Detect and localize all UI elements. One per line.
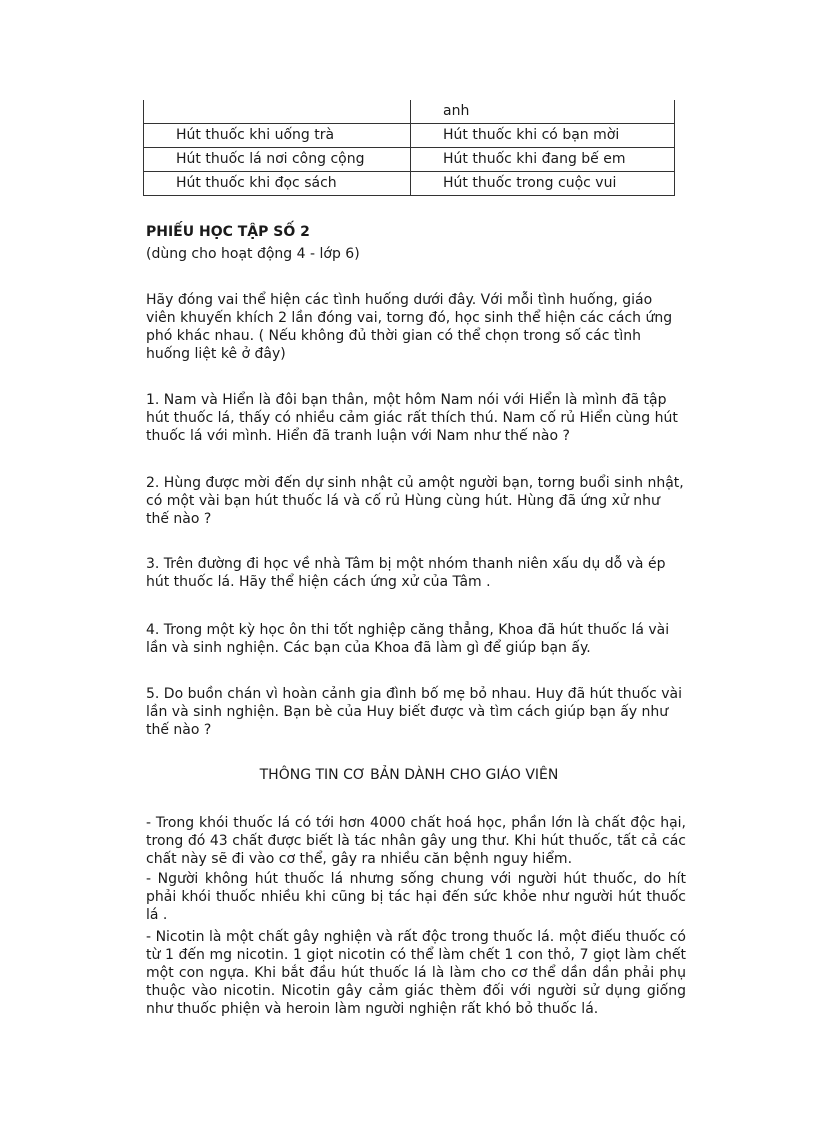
- teacher-info-paragraph: - Trong khói thuốc lá có tới hơn 4000 chất hoá học, phần lớn là chất độc hại, trong đó 43 chất được biết là tác nhân gây ung thư. Khi hút thuốc, tất cả các chất này sẽ đi vào cơ thể, gây ra nhiều căn bệnh nguy hiểm.: [146, 815, 686, 867]
- table-cell: Hút thuốc khi uống trà: [144, 124, 411, 148]
- table-row: [144, 172, 675, 196]
- table-cell: Hút thuốc lá nơi công cộng: [144, 148, 411, 172]
- smoking-situations-table: [143, 100, 675, 196]
- table-row: [144, 100, 675, 124]
- worksheet-title: PHIẾU HỌC TẬP SỐ 2: [146, 224, 310, 240]
- situation-item: 3. Trên đường đi học về nhà Tâm bị một nhóm thanh niên xấu dụ dỗ và ép hút thuốc lá. Hãy thể hiện cách ứng xử của Tâm .: [146, 556, 666, 590]
- table-cell: Hút thuốc trong cuộc vui: [411, 172, 675, 196]
- teacher-info-paragraph: - Người không hút thuốc lá nhưng sống chung với người hút thuốc, do hít phải khói thuốc nhiều khi cũng bị tác hại đến sức khỏe như người hút thuốc lá .: [146, 871, 686, 923]
- teacher-info-title: THÔNG TIN CƠ BẢN DÀNH CHO GIÁO VIÊN: [259, 767, 559, 783]
- table-cell: anh: [411, 100, 675, 124]
- table-row: [144, 148, 675, 172]
- situation-item: 2. Hùng được mời đến dự sinh nhật củ amột người bạn, torng buổi sinh nhật, có một vài bạn hút thuốc lá và cố rủ Hùng cùng hút. Hùng đã ứng xử như thế nào ?: [146, 475, 684, 527]
- situation-item: 1. Nam và Hiển là đôi bạn thân, một hôm Nam nói với Hiển là mình đã tập hút thuốc lá, thấy có nhiều cảm giác rất thích thú. Nam cố rủ Hiển cùng hút thuốc lá với mình. Hiển đã tranh luận với Nam như thế nào ?: [146, 392, 678, 444]
- teacher-info-paragraph: - Nicotin là một chất gây nghiện và rất độc trong thuốc lá. một điếu thuốc có từ 1 đến mg nicotin. 1 giọt nicotin có thể làm chết 1 con thỏ, 7 giọt làm chết một con ngựa. Khi bắt đầu hút thuốc lá là làm cho cơ thể dần dần phải phụ thuộc vào nicotin. Nicotin gây cảm giác thèm đối với người sử dụng giống như thuốc phiện và heroin làm người nghiện rất khó bỏ thuốc lá.: [146, 929, 686, 1017]
- table-row: [144, 124, 675, 148]
- worksheet-intro: Hãy đóng vai thể hiện các tình huống dưới đây. Với mỗi tình huống, giáo viên khuyến khích 2 lần đóng vai, torng đó, học sinh thể hiện các cách ứng phó khác nhau. ( Nếu không đủ thời gian có thể chọn trong số các tình huống liệt kê ở đây): [146, 292, 673, 362]
- situation-item: 4. Trong một kỳ học ôn thi tốt nghiệp căng thẳng, Khoa đã hút thuốc lá vài lần và sinh nghiện. Các bạn của Khoa đã làm gì để giúp bạn ấy.: [146, 622, 670, 656]
- table-cell: Hút thuốc khi có bạn mời: [411, 124, 675, 148]
- worksheet-subtitle: (dùng cho hoạt động 4 - lớp 6): [146, 246, 360, 262]
- table-cell: [144, 100, 411, 124]
- table-cell: Hút thuốc khi đang bế em: [411, 148, 675, 172]
- table-cell: Hút thuốc khi đọc sách: [144, 172, 411, 196]
- situation-item: 5. Do buồn chán vì hoàn cảnh gia đình bố mẹ bỏ nhau. Huy đã hút thuốc vài lần và sinh nghiện. Bạn bè của Huy biết được và tìm cách giúp bạn ấy như thế nào ?: [146, 686, 682, 738]
